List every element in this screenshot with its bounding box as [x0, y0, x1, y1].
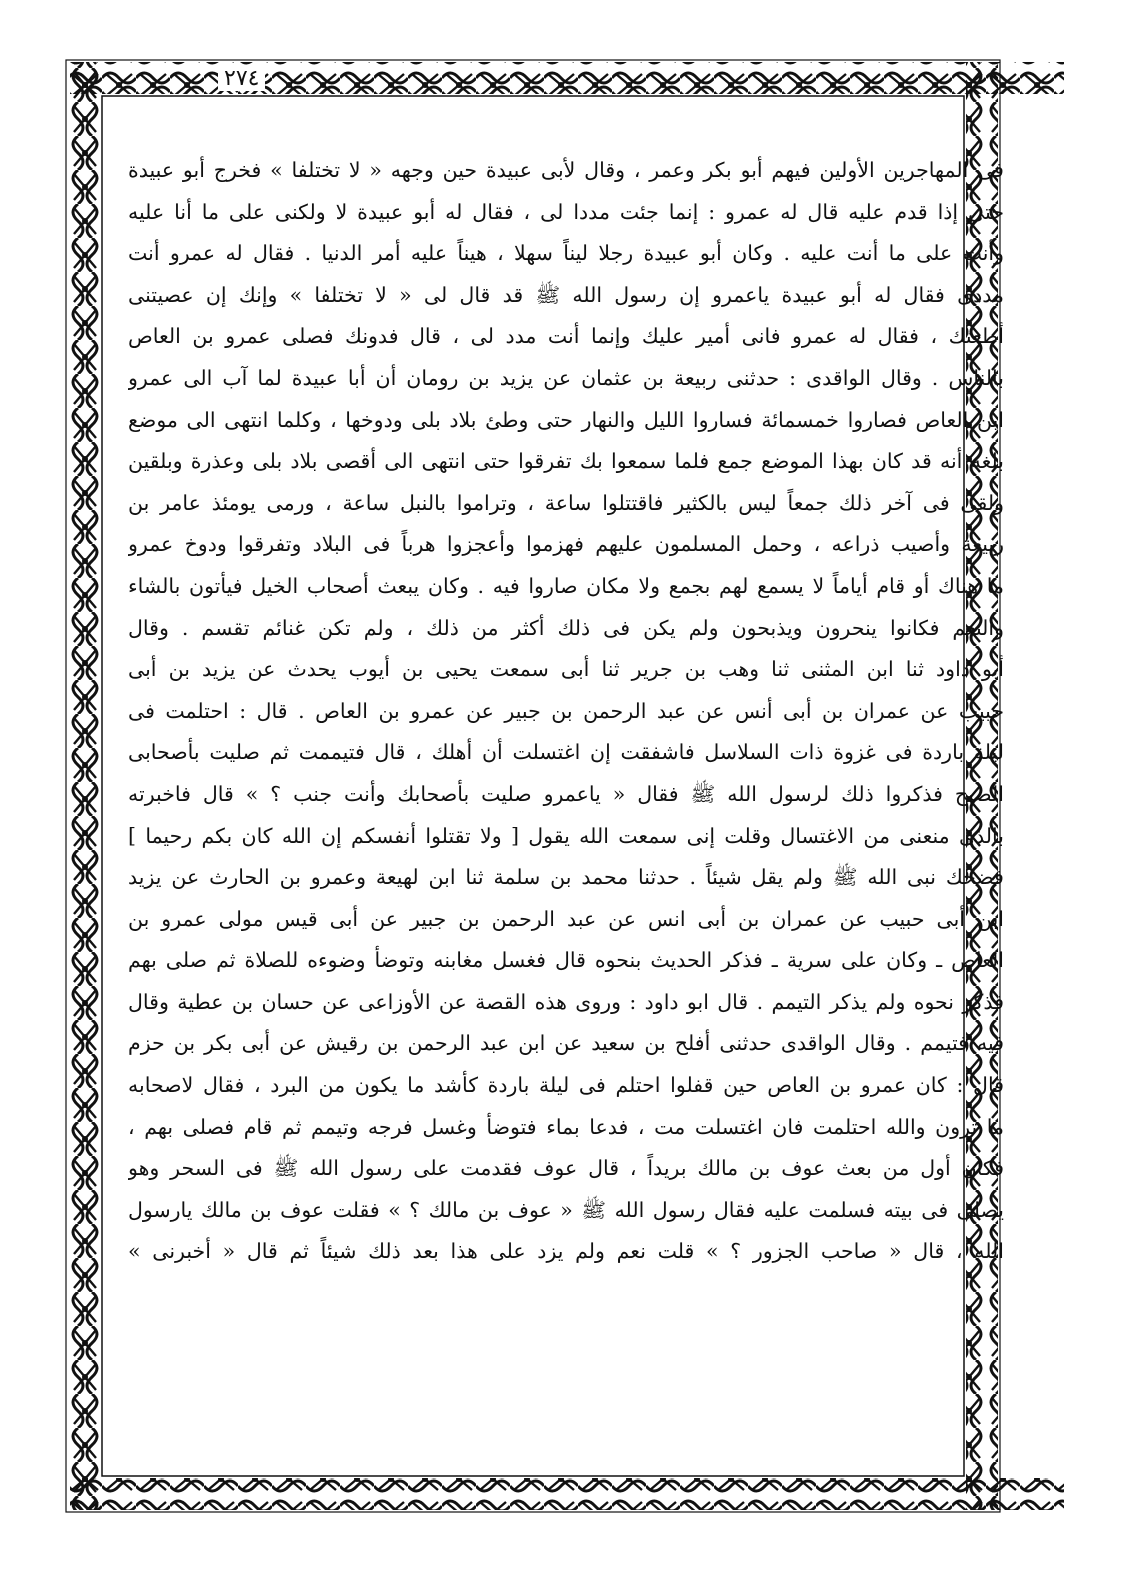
text-line: ربيعة وأصيب ذراعه ، وحمل المسلمون عليهم فهزموا وأعجزوا هرباً فى البلاد وتفرقوا ودوخ عمرو	[128, 532, 1004, 557]
text-line: حتى إذا قدم عليه قال له عمرو : إنما جئت مددا لى ، فقال له أبو عبيدة لا ولكنى على ما أنا عليه	[128, 199, 1004, 224]
text-line: حبيب عن عمران بن أبى أنس عن عبد الرحمن بن جبير عن عمرو بن العاص . قال : احتلمت فى	[128, 698, 1004, 723]
text-line: ابن العاص فصاروا خمسمائة فساروا الليل والنهار حتى وطئ بلاد بلى ودوخها ، وكلما انتهى الى موضع	[128, 407, 1004, 432]
body-text	[128, 150, 1004, 1273]
text-line: وأنت على ما أنت عليه . وكان أبو عبيدة رجلا ليناً سهلا ، هيناً عليه أمر الدنيا . فقال له عمرو أنت	[128, 241, 1004, 266]
text-line: الصبح فذكروا ذلك لرسول الله ﷺ فقال « ياعمرو صليت بأصحابك وأنت جنب ؟ » قال فاخبرته	[128, 781, 1004, 806]
text-line: ولقى فى آخر ذلك جمعاً ليس بالكثير فاقتتلوا ساعة ، وتراموا بالنبل ساعة ، ورمى يومئذ عامر بن	[128, 490, 1004, 515]
text-line: بلغه أنه قد كان بهذا الموضع جمع فلما سمعوا بك تفرقوا حتى انتهى الى أقصى بلاد بلى وعذرة وبلقين	[128, 449, 1004, 474]
text-line: فكان أول من بعث عوف بن مالك بريداً ، قال عوف فقدمت على رسول الله ﷺ فى السحر وهو	[128, 1156, 1004, 1181]
text-line: ابن أبى حبيب عن عمران بن أبى انس عن عبد الرحمن بن جبير عن أبى قيس مولى عمرو بن	[128, 906, 1004, 931]
text-line: ما ترون والله احتلمت فان اغتسلت مت ، فدعا بماء فتوضأ وغسل فرجه وتيمم ثم قام فصلى بهم ،	[128, 1114, 1004, 1139]
border-left	[68, 62, 100, 1510]
border-bottom	[70, 1478, 1064, 1510]
text-line: أبو داود ثنا ابن المثنى ثنا وهب بن جرير ثنا أبى سمعت يحيى بن أيوب يحدث عن يزيد بن أبى	[128, 657, 1004, 682]
text-line: أطعتك ، فقال له عمرو فانى أمير عليك وإنما أنت مدد لى ، قال فدونك فصلى عمرو بن العاص	[128, 324, 1004, 349]
text-line: ليلة باردة فى غزوة ذات السلاسل فاشفقت إن اغتسلت أن أهلك ، قال فتيممت ثم صليت بأصحابى	[128, 740, 1004, 765]
text-line: الله ، قال « صاحب الجزور ؟ » قلت نعم ولم يزد على هذا بعد ذلك شيئاً ثم قال « أخبرنى »	[128, 1239, 1004, 1264]
text-line: بالناس . وقال الواقدى : حدثنى ربيعة بن عثمان عن يزيد بن رومان أن أبا عبيدة لما آب الى عمرو	[128, 365, 1004, 390]
page-number: ٢٧٤	[218, 66, 265, 91]
text-line: العاص ـ وكان على سرية ـ فذكر الحديث بنحوه قال فغسل مغابنه وتوضأ وضوءه للصلاة ثم صلى بهم	[128, 948, 1004, 973]
text-line: فى المهاجرين الأولين فيهم أبو بكر وعمر ، وقال لأبى عبيدة حين وجهه « لا تختلفا » فخرج أبو عبيدة	[128, 158, 1004, 182]
text-line: قال : كان عمرو بن العاص حين قفلوا احتلم فى ليلة باردة كأشد ما يكون من البرد ، فقال لاصحابه	[128, 1073, 1004, 1098]
text-line: مددى فقال له أبو عبيدة ياعمرو إن رسول الله ﷺ قد قال لى « لا تختلفا » وإنك إن عصيتنى	[128, 282, 1004, 307]
text-line: ما هناك أو قام أياماً لا يسمع لهم بجمع ولا مكان صاروا فيه . وكان يبعث أصحاب الخيل فيأتون بالشاء	[128, 573, 1004, 598]
text-line: فيه فتيمم . وقال الواقدى حدثنى أفلح بن سعيد عن ابن عبد الرحمن بن رقيش عن أبى بكر بن حزم	[128, 1031, 1004, 1056]
text-line: فذكر نحوه ولم يذكر التيمم . قال ابو داود : وروى هذه القصة عن الأوزاعى عن حسان بن عطية وقال	[128, 989, 1004, 1014]
text-line: يصلى فى بيته فسلمت عليه فقال رسول الله ﷺ « عوف بن مالك ؟ » فقلت عوف بن مالك يارسول	[128, 1197, 1004, 1222]
text-line: والنعم فكانوا ينحرون ويذبحون ولم يكن فى ذلك أكثر من ذلك ، ولم تكن غنائم تقسم . وقال	[128, 615, 1004, 640]
text-line: بالذى منعنى من الاغتسال وقلت إنى سمعت الله يقول [ ولا تقتلوا أنفسكم إن الله كان بكم رحيما ]	[128, 823, 1004, 848]
text-line: فضحك نبى الله ﷺ ولم يقل شيئاً . حدثنا محمد بن سلمة ثنا ابن لهيعة وعمرو بن الحارث عن يزيد	[128, 865, 1004, 890]
